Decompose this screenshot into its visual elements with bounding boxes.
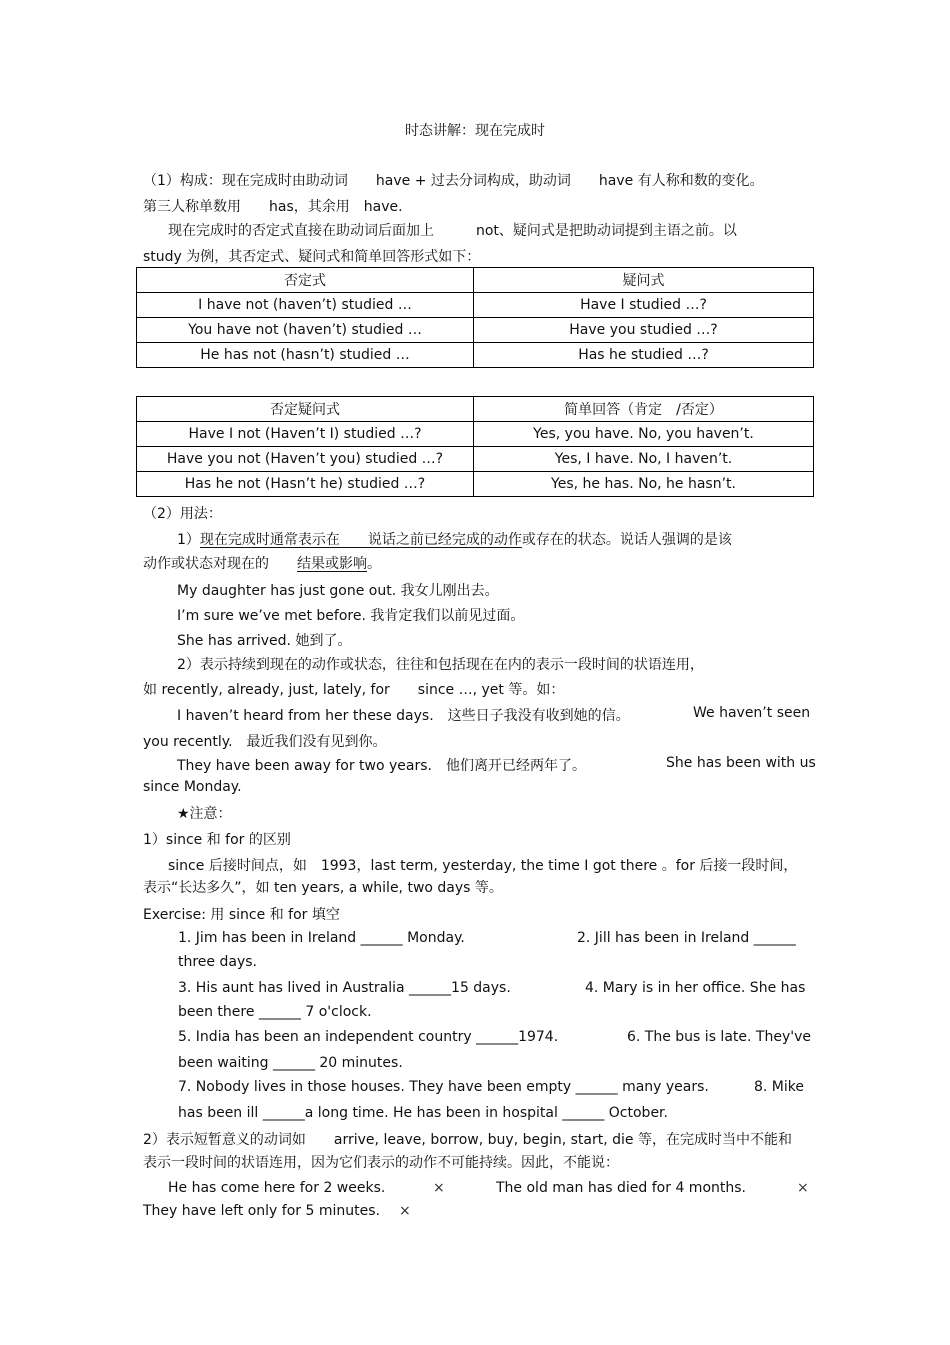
example-sentence: you recently. 最近我们没有见到你。 (143, 734, 387, 750)
example-sentence: They have been away for two years. 他们离开已经两年了。 (177, 758, 586, 774)
exercise-item: 7. Nobody lives in those houses. They have been empty ______ many years. (178, 1079, 709, 1095)
example-sentence: since Monday. (143, 779, 242, 795)
usage-text: 。 (367, 556, 381, 572)
example-sentence: I’m sure we’ve met before. 我肯定我们以前见过面。 (177, 608, 525, 624)
table-header: 简单回答（肯定 /否定） (474, 397, 814, 422)
exercise-item-cont: been there ______ 7 o'clock. (178, 1004, 372, 1020)
exercise-item-cont: been waiting ______ 20 minutes. (178, 1055, 403, 1071)
usage-text: 动作或状态对现在的 (143, 556, 297, 572)
exercise-item: 4. Mary is in her office. She has (585, 980, 806, 996)
intro-line-1: （1）构成：现在完成时由助动词 have + 过去分词构成，助动词 have 有人称和数的变化。 (143, 173, 764, 189)
table-header: 否定疑问式 (137, 397, 474, 422)
table-cell: Have you studied …? (474, 318, 814, 343)
table-header: 疑问式 (474, 268, 814, 293)
usage-number: 1） (177, 532, 200, 548)
intro-line-3: 现在完成时的否定式直接在助动词后面加上 not、疑问式是把助动词提到主语之前。以 (168, 223, 737, 239)
intro-line-2: 第三人称单数用 has，其余用 have. (143, 199, 403, 215)
page-title: 时态讲解：现在完成时 (405, 123, 545, 139)
table-header-row (137, 397, 814, 422)
usage-paragraph-2: 2）表示持续到现在的动作或状态，往往和包括现在在内的表示一段时间的状语连用， (177, 657, 704, 673)
table-cell: Has he studied …? (474, 343, 814, 368)
table-row (137, 318, 814, 343)
cross-icon: × (399, 1203, 411, 1219)
table-cell: Yes, you have. No, you haven’t. (474, 422, 814, 447)
usage-paragraph-2-cont: 如 recently, already, just, lately, for since …, yet 等。如： (143, 682, 565, 698)
usage-paragraph-1-cont (143, 553, 381, 573)
exercise-item-cont: has been ill ______a long time. He has been in hospital ______ October. (178, 1105, 668, 1121)
table-row (137, 293, 814, 318)
note-1-title: 1）since 和 for 的区别 (143, 832, 291, 848)
exercise-item: 2. Jill has been in Ireland ______ (577, 930, 796, 946)
conjugation-table-2 (136, 396, 814, 497)
example-sentence: I haven’t heard from her these days. 这些日子我没有收到她的信。 (177, 708, 630, 724)
incorrect-example: He has come here for 2 weeks. (168, 1180, 386, 1196)
exercise-item-cont: three days. (178, 954, 257, 970)
note-2-text: 2）表示短暂意义的动词如 arrive, leave, borrow, buy, begin, start, die 等，在完成时当中不能和 (143, 1132, 792, 1148)
usage-text: 或存在的状态。说话人强调的是该 (521, 532, 732, 548)
incorrect-example: The old man has died for 4 months. (496, 1180, 746, 1196)
table-row (137, 472, 814, 497)
cross-icon: × (433, 1180, 445, 1196)
exercise-item: 3. His aunt has lived in Australia ______15 days. (178, 980, 511, 996)
table-row (137, 343, 814, 368)
table-cell: He has not (hasn’t) studied … (137, 343, 474, 368)
example-sentence: She has arrived. 她到了。 (177, 633, 352, 649)
table-cell: Has he not (Hasn’t he) studied …? (137, 472, 474, 497)
table-cell: Have I not (Haven’t I) studied …? (137, 422, 474, 447)
usage-heading: （2）用法： (143, 506, 222, 522)
table-cell: Yes, he has. No, he hasn’t. (474, 472, 814, 497)
example-sentence: My daughter has just gone out. 我女儿刚出去。 (177, 583, 499, 599)
note-1-text: since 后接时间点，如 1993，last term, yesterday, the time I got there 。for 后接一段时间， (168, 858, 798, 874)
intro-line-4: study 为例，其否定式、疑问式和简单回答形式如下： (143, 249, 481, 265)
table-cell: You have not (haven’t) studied … (137, 318, 474, 343)
exercise-item: 1. Jim has been in Ireland ______ Monday. (178, 930, 465, 946)
note-1-text: 表示“长达多久”，如 ten years, a while, two days 等。 (143, 880, 503, 896)
usage-paragraph-1 (177, 529, 732, 549)
table-cell: Have I studied …? (474, 293, 814, 318)
exercise-item: 5. India has been an independent country ______1974. (178, 1029, 559, 1045)
underlined-phrase: 现在完成时通常表示在 说话之前已经完成的动作 (199, 532, 522, 548)
table-row (137, 447, 814, 472)
note-2-text: 表示一段时间的状语连用，因为它们表示的动作不可能持续。因此，不能说： (143, 1155, 619, 1171)
table-cell: Yes, I have. No, I haven’t. (474, 447, 814, 472)
notes-heading: ★注意： (177, 806, 232, 822)
table-header-row (137, 268, 814, 293)
table-cell: Have you not (Haven’t you) studied …? (137, 447, 474, 472)
table-cell: I have not (haven’t) studied … (137, 293, 474, 318)
table-row (137, 422, 814, 447)
exercise-title: Exercise: 用 since 和 for 填空 (143, 907, 340, 923)
conjugation-table-1 (136, 267, 814, 368)
table-header: 否定式 (137, 268, 474, 293)
exercise-item: 6. The bus is late. They've (627, 1029, 811, 1045)
incorrect-example: They have left only for 5 minutes. (143, 1203, 380, 1219)
example-sentence: She has been with us (666, 755, 816, 771)
underlined-phrase: 结果或影响 (297, 556, 367, 572)
example-sentence: We haven’t seen (693, 705, 811, 721)
cross-icon: × (797, 1180, 809, 1196)
exercise-item: 8. Mike (754, 1079, 804, 1095)
